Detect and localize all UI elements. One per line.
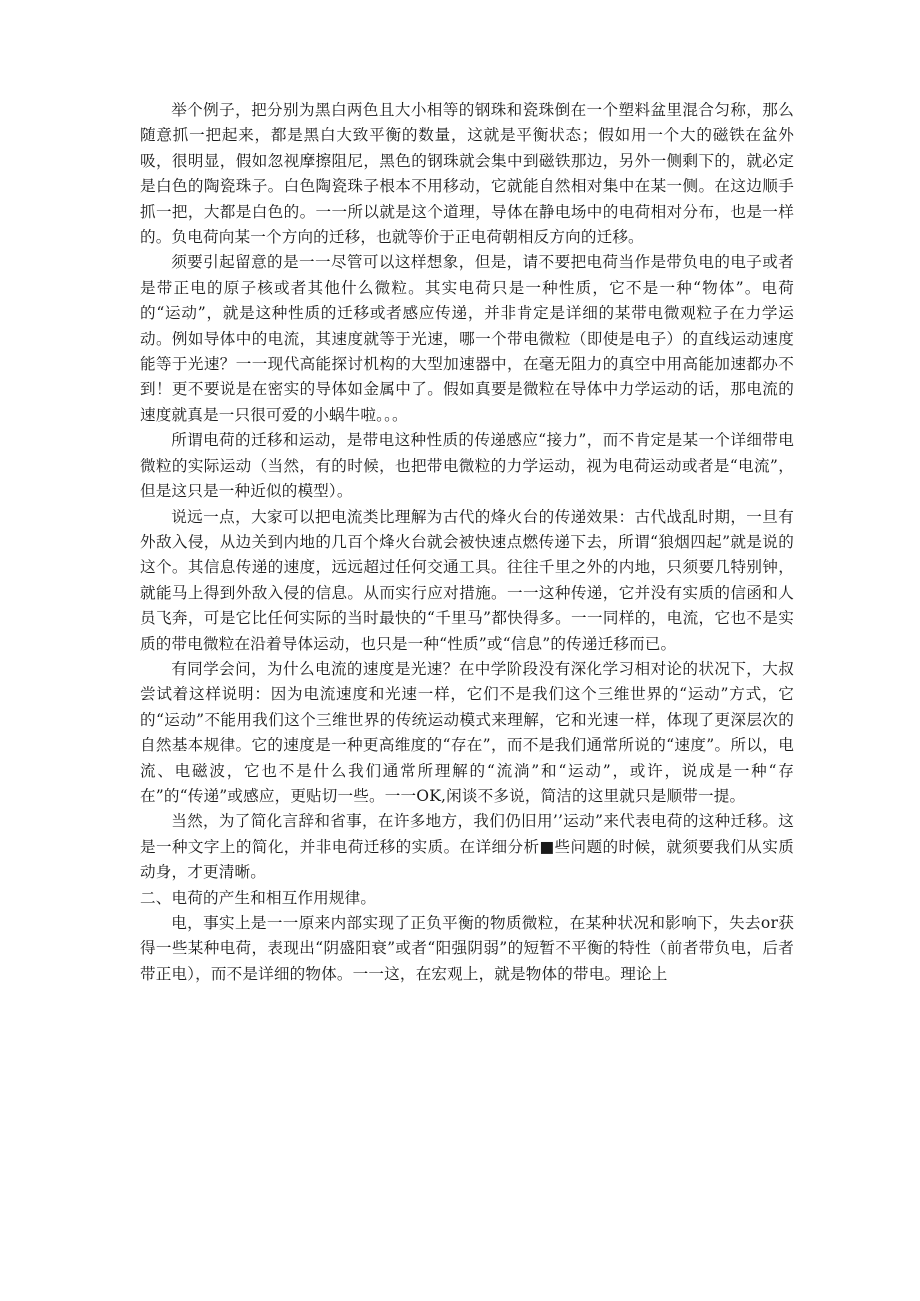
paragraph: 电，事实上是一一原来内部实现了正负平衡的物质微粒，在某种状况和影响下，失去or获得一些某种电荷，表现出“阴盛阳衰”或者“阳强阴弱”的短暂不平衡的特性（前者带负电，后者带正电），而不是详细的物体。一一这，在宏观上，就是物体的带电。理论上: [140, 914, 794, 983]
paragraph: 举个例子，把分别为黑白两色且大小相等的钢珠和瓷珠倒在一个塑料盆里混合匀称，那么随意抓一把起来，都是黑白大致平衡的数量，这就是平衡状态；假如用一个大的磁铁在盆外吸，很明显，假如忽视摩擦阻尼，黑色的钢珠就会集中到磁铁那边，另外一侧剩下的，就必定是白色的陶瓷珠子。白色陶瓷珠子根本不用移动，它就能自然相对集中在某一侧。在这边顺手抓一把，大都是白色的。一一所以就是这个道理，导体在静电场中的电荷相对分布，也是一样的。负电荷向某一个方向的迁移，也就等价于正电荷朝相反方向的迁移。: [140, 101, 794, 247]
paragraph: 有同学会问，为什么电流的速度是光速？在中学阶段没有深化学习相对论的状况下，大叔尝试着这样说明：因为电流速度和光速一样，它们不是我们这个三维世界的“运动”方式，它的“运动”不能用我们这个三维世界的传统运动模式来理解，它和光速一样，体现了更深层次的自然基本规律。它的速度是一种更高维度的“存在”，而不是我们通常所说的“速度”。所以，电流、电磁波，它也不是什么我们通常所理解的“流淌”和“运动”，或许，说成是一种“存在”的“传递”或感应，更贴切一些。一一OK,闲谈不多说，简洁的这里就只是顺带一提。: [140, 659, 794, 805]
section-heading: 二、电荷的产生和相互作用规律。: [140, 888, 377, 907]
paragraph: 说远一点，大家可以把电流类比理解为古代的烽火台的传递效果：古代战乱时期，一旦有外敌入侵，从边关到内地的几百个烽火台就会被快速点燃传递下去，所谓“狼烟四起”就是说的这个。其信息传递的速度，远远超过任何交通工具。往往千里之外的内地，只须要几特别钟，就能马上得到外敌入侵的信息。从而实行应对措施。一一这种传递，它并没有实质的信函和人员飞奔，可是它比任何实际的当时最快的“千里马”都快得多。一一同样的，电流，它也不是实质的带电微粒在沿着导体运动，也只是一种“性质”或“信息”的传递迁移而已。: [140, 507, 794, 653]
paragraph: 所谓电荷的迁移和运动，是带电这种性质的传递感应“接力”，而不肯定是某一个详细带电微粒的实际运动（当然，有的时候，也把带电微粒的力学运动，视为电荷运动或者是“电流”，但是这只是一种近似的模型）。: [140, 431, 794, 501]
paragraph: 须要引起留意的是一一尽管可以这样想象，但是，请不要把电荷当作是带负电的电子或者是带正电的原子核或者其他什么微粒。其实电荷只是一种性质，它不是一种“物体”。电荷的“运动”，就是这种性质的迁移或者感应传递，并非肯定是详细的某带电微观粒子在力学运动。例如导体中的电流，其速度就等于光速，哪一个带电微粒（即使是电子）的直线运动速度能等于光速？一一现代高能探讨机构的大型加速器中，在毫无阻力的真空中用高能加速都办不到！更不要说是在密实的导体如金属中了。假如真要是微粒在导体中力学运动的话，那电流的速度就真是一只很可爱的小蜗牛啦。。。: [140, 253, 794, 424]
paragraph: 当然，为了简化言辞和省事，在许多地方，我们仍旧用’’运动”来代表电荷的这种迁移。这是一种文字上的简化，并非电荷迁移的实质。在详细分析■些问题的时候，就须要我们从实质动身，才更清晰。: [140, 812, 794, 882]
document-body: [140, 98, 794, 987]
